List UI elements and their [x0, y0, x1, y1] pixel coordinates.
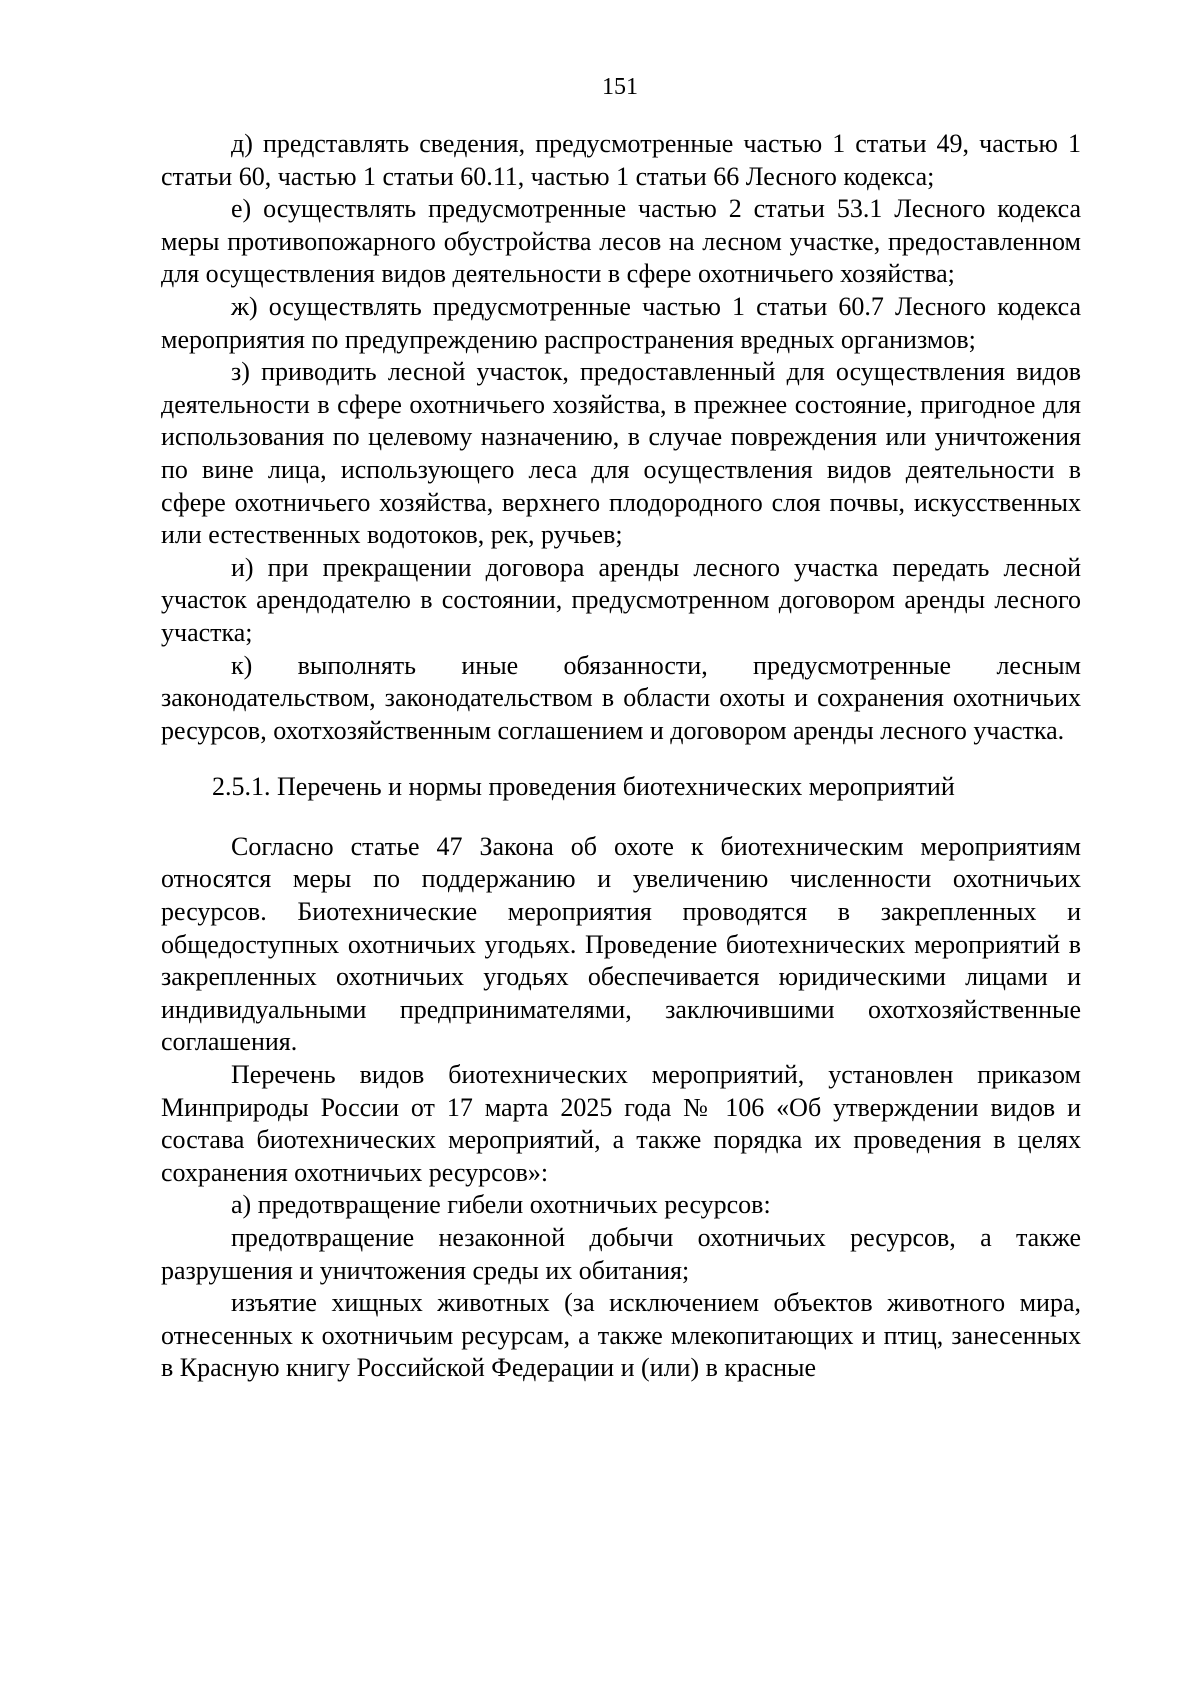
paragraph-predators: изъятие хищных животных (за исключением объектов животного мира, отнесенных к охотничьим ресурсам, а также млекопитающих и птиц, занесенных в Красную книгу Российской Федерации и (или) в красные — [161, 1288, 1081, 1383]
paragraph-item-k: к) выполнять иные обязанности, предусмотренные лесным законодательством, законодательством в области охоты и сохранения охотничьих ресурсов, охотхозяйственным соглашением и договором аренды лесного участка. — [161, 650, 1081, 745]
page-number: 151 — [602, 74, 638, 100]
section-heading: 2.5.1. Перечень и нормы проведения биотехнических мероприятий — [212, 772, 955, 802]
paragraph-list-intro: Перечень видов биотехнических мероприятий, установлен приказом Минприроды России от 17 марта 2025 года № 106 «Об утверждении видов и состава биотехнических мероприятий, а также порядка их проведения в целях сохранения охотничьих ресурсов»: — [161, 1060, 1081, 1187]
paragraph-item-i: и) при прекращении договора аренды лесного участка передать лесной участок арендодателю в состоянии, предусмотренном договором аренды лесного участка; — [161, 552, 1081, 647]
paragraph-item-zh: ж) осуществлять предусмотренные частью 1 статьи 60.7 Лесного кодекса мероприятия по предупреждению распространения вредных организмов; — [161, 291, 1081, 354]
paragraph-prevention: предотвращение незаконной добычи охотничьих ресурсов, а также разрушения и уничтожения среды их обитания; — [161, 1223, 1081, 1285]
paragraph-item-d: д) представлять сведения, предусмотренные частью 1 статьи 49, частью 1 статьи 60, частью 1 статьи 60.11, частью 1 статьи 66 Лесного кодекса; — [161, 129, 1081, 191]
page-body — [161, 128, 1081, 1385]
paragraph-item-z: з) приводить лесной участок, предоставленный для осуществления видов деятельности в сфере охотничьего хозяйства, в прежнее состояние, пригодное для использования по целевому назначению, в случае повреждения или уничтожения по вине лица, использующего леса для осуществления видов деятельности в сфере охотничьего хозяйства, верхнего плодородного слоя почвы, искусственных или естественных водотоков, рек, ручьев; — [161, 357, 1081, 550]
paragraph-item-a: а) предотвращение гибели охотничьих ресурсов: — [231, 1190, 771, 1220]
paragraph-item-e: е) осуществлять предусмотренные частью 2 статьи 53.1 Лесного кодекса меры противопожарного обустройства лесов на лесном участке, предоставленном для осуществления видов деятельности в сфере охотничьего хозяйства; — [161, 194, 1081, 289]
paragraph-article-47: Согласно статье 47 Закона об охоте к биотехническим мероприятиям относятся меры по поддержанию и увеличению численности охотничьих ресурсов. Биотехнические мероприятия проводятся в закрепленных и общедоступных охотничьих угодьях. Проведение биотехнических мероприятий в закрепленных охотничьих угодьях обеспечивается юридическими лицами и индивидуальными предпринимателями, заключившими охотхозяйственные соглашения. — [161, 831, 1081, 1057]
